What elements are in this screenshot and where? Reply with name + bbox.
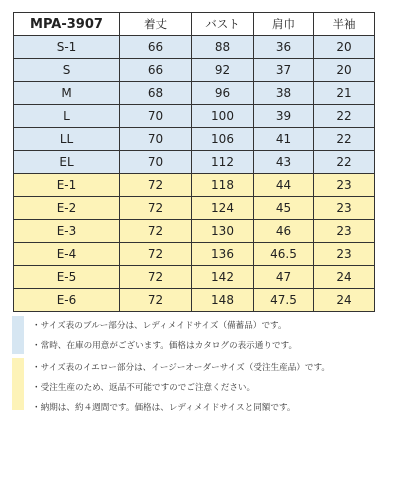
length-cell: 68 (120, 82, 192, 105)
size-cell: M (14, 82, 120, 105)
size-cell: E-6 (14, 289, 120, 312)
bust-cell: 142 (192, 266, 254, 289)
bust-cell: 118 (192, 174, 254, 197)
size-cell: E-3 (14, 220, 120, 243)
sleeve-cell: 23 (314, 220, 375, 243)
size-rows (14, 36, 375, 312)
bust-cell: 124 (192, 197, 254, 220)
shoulder-width-cell: 47 (254, 266, 314, 289)
shoulder-width-cell: 44 (254, 174, 314, 197)
note-order-2: ・受注生産のため、返品不可能ですのでご注意ください。 (32, 383, 256, 393)
size-cell: S-1 (14, 36, 120, 59)
blue-legend-swatch (12, 316, 24, 354)
ready-size-row (14, 59, 375, 82)
sleeve-cell: 23 (314, 197, 375, 220)
bust-cell: 92 (192, 59, 254, 82)
size-chart-table (13, 12, 375, 312)
ready-size-row (14, 105, 375, 128)
size-cell: EL (14, 151, 120, 174)
length-cell: 70 (120, 151, 192, 174)
shoulder-width-cell: 37 (254, 59, 314, 82)
shoulder-width-cell: 47.5 (254, 289, 314, 312)
bust-cell: 106 (192, 128, 254, 151)
order-size-row (14, 243, 375, 266)
length-cell: 72 (120, 197, 192, 220)
table-header-row (14, 13, 375, 36)
shoulder-width-cell: 43 (254, 151, 314, 174)
note-order-1: ・サイズ表のイエロー部分は、イージーオーダーサイズ（受注生産品）です。 (32, 363, 331, 373)
length-cell: 72 (120, 289, 192, 312)
size-cell: E-5 (14, 266, 120, 289)
sleeve-cell: 21 (314, 82, 375, 105)
ready-size-row (14, 82, 375, 105)
order-size-row (14, 220, 375, 243)
shoulder-width-cell: 46.5 (254, 243, 314, 266)
bust-cell: 88 (192, 36, 254, 59)
bust-cell: 96 (192, 82, 254, 105)
sleeve-cell: 20 (314, 59, 375, 82)
length-cell: 72 (120, 266, 192, 289)
shoulder-width-cell: 45 (254, 197, 314, 220)
order-size-row (14, 197, 375, 220)
length-cell: 72 (120, 243, 192, 266)
ready-size-row (14, 151, 375, 174)
size-cell: E-2 (14, 197, 120, 220)
yellow-legend-swatch (12, 358, 24, 410)
length-cell: 70 (120, 105, 192, 128)
shoulder-width-cell: 36 (254, 36, 314, 59)
size-cell: L (14, 105, 120, 128)
note-order-3: ・納期は、約４週間です。価格は、レディメイドサイスと同額です。 (32, 403, 296, 413)
length-cell: 70 (120, 128, 192, 151)
shoulder-width-cell: 38 (254, 82, 314, 105)
sleeve-cell: 22 (314, 128, 375, 151)
length-cell: 66 (120, 59, 192, 82)
bust-header: バスト (192, 13, 254, 36)
bust-cell: 100 (192, 105, 254, 128)
length-header: 着丈 (120, 13, 192, 36)
short-sleeve-header: 半袖 (314, 13, 375, 36)
sleeve-cell: 22 (314, 105, 375, 128)
sleeve-cell: 24 (314, 289, 375, 312)
size-cell: LL (14, 128, 120, 151)
sleeve-cell: 22 (314, 151, 375, 174)
length-cell: 66 (120, 36, 192, 59)
note-ready-1: ・サイズ表のブルー部分は、レディメイドサイズ（備蓄品）です。 (32, 321, 287, 331)
size-cell: E-4 (14, 243, 120, 266)
bust-cell: 130 (192, 220, 254, 243)
bust-cell: 112 (192, 151, 254, 174)
sleeve-cell: 23 (314, 174, 375, 197)
sleeve-cell: 20 (314, 36, 375, 59)
bust-cell: 148 (192, 289, 254, 312)
order-size-row (14, 289, 375, 312)
note-ready-2: ・常時、在庫の用意がございます。価格はカタログの表示通りです。 (32, 341, 298, 351)
shoulder-width-cell: 39 (254, 105, 314, 128)
length-cell: 72 (120, 174, 192, 197)
ready-size-row (14, 128, 375, 151)
order-size-row (14, 174, 375, 197)
ready-size-row (14, 36, 375, 59)
sleeve-cell: 24 (314, 266, 375, 289)
order-size-row (14, 266, 375, 289)
shoulder-width-cell: 46 (254, 220, 314, 243)
bust-cell: 136 (192, 243, 254, 266)
model-number-header: MPA-3907 (14, 13, 120, 36)
sleeve-cell: 23 (314, 243, 375, 266)
shoulder-width-cell: 41 (254, 128, 314, 151)
size-cell: E-1 (14, 174, 120, 197)
shoulder-width-header: 肩巾 (254, 13, 314, 36)
size-cell: S (14, 59, 120, 82)
length-cell: 72 (120, 220, 192, 243)
